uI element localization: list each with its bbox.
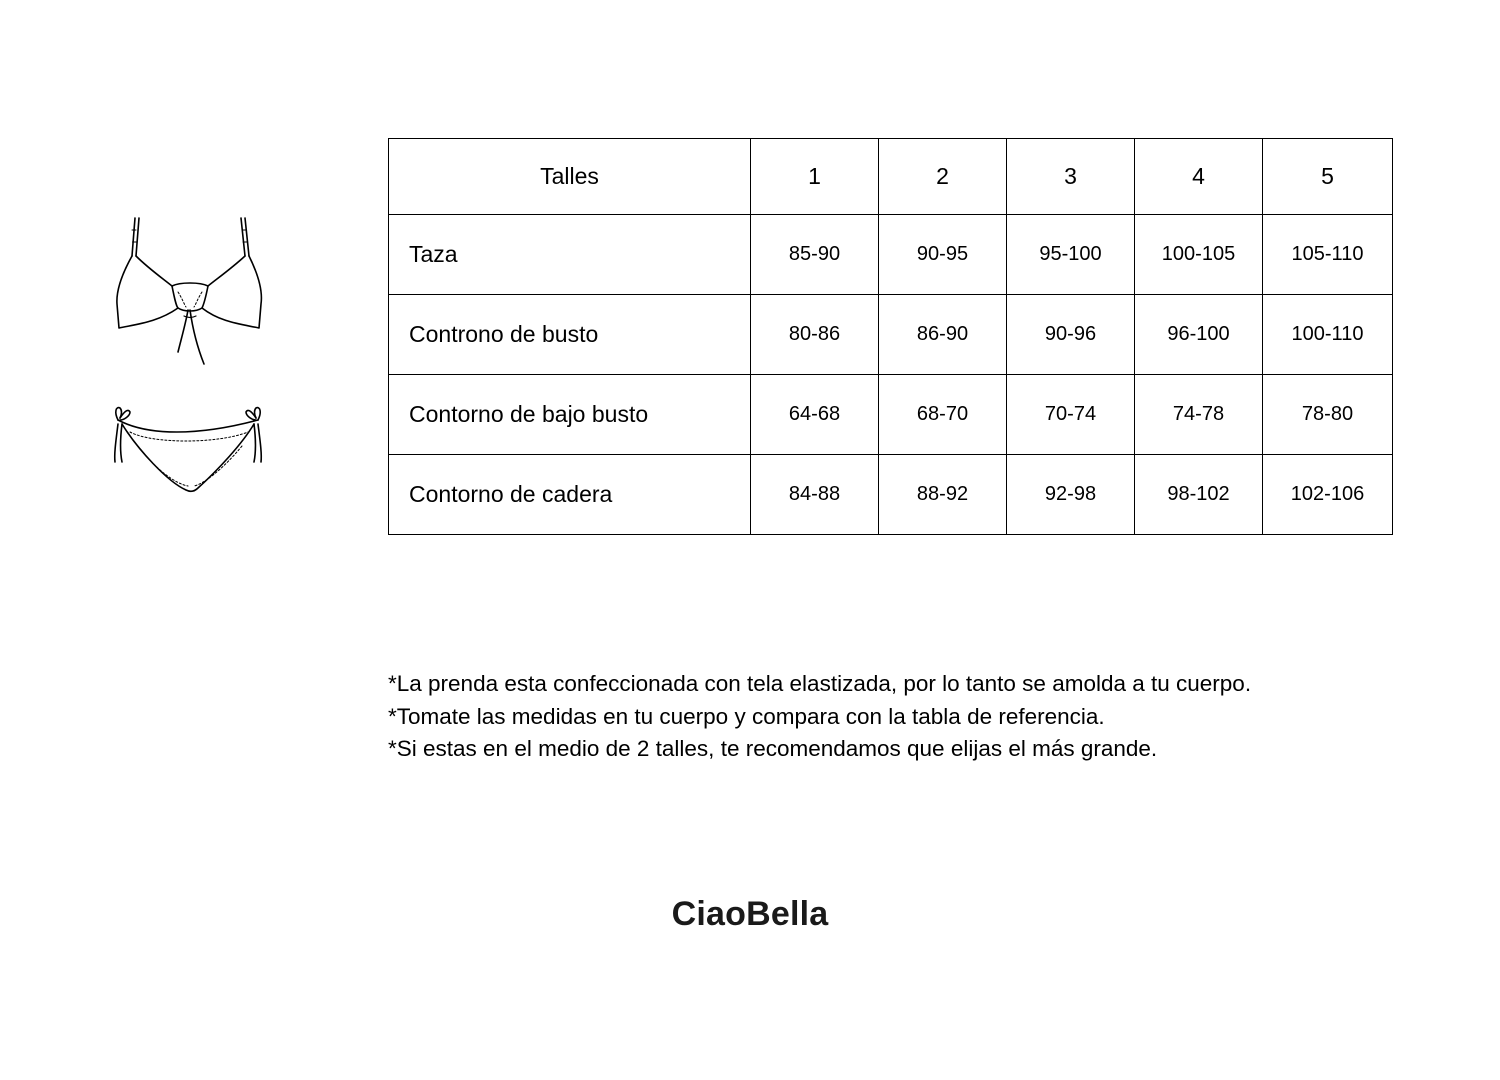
- note-elastic-fabric: *La prenda esta confeccionada con tela elastizada, por lo tanto se amolda a tu cuerpo.: [388, 671, 1252, 696]
- table-cell: 85-90: [751, 215, 879, 295]
- table-cell: 90-95: [879, 215, 1007, 295]
- table-row: [389, 375, 1393, 455]
- size-notes: [388, 668, 1438, 766]
- table-cell: 88-92: [879, 455, 1007, 535]
- row-label-bajo-busto: Contorno de bajo busto: [389, 375, 751, 455]
- header-size-1: 1: [751, 139, 879, 215]
- table-cell: 95-100: [1007, 215, 1135, 295]
- table-cell: 78-80: [1263, 375, 1393, 455]
- row-label-cadera: Contorno de cadera: [389, 455, 751, 535]
- row-label-taza: Taza: [389, 215, 751, 295]
- table-cell: 74-78: [1135, 375, 1263, 455]
- header-size-3: 3: [1007, 139, 1135, 215]
- table-row: [389, 215, 1393, 295]
- table-cell: 105-110: [1263, 215, 1393, 295]
- table-cell: 98-102: [1135, 455, 1263, 535]
- header-size-4: 4: [1135, 139, 1263, 215]
- brand-logo-text: CiaoBella: [671, 895, 829, 933]
- header-size-2: 2: [879, 139, 1007, 215]
- size-chart-table: [388, 138, 1393, 535]
- table-cell: 92-98: [1007, 455, 1135, 535]
- table-cell: 68-70: [879, 375, 1007, 455]
- table-cell: 80-86: [751, 295, 879, 375]
- table-row: [389, 295, 1393, 375]
- table-cell: 96-100: [1135, 295, 1263, 375]
- row-label-contorno-busto: Controno de busto: [389, 295, 751, 375]
- table-cell: 84-88: [751, 455, 879, 535]
- table-row: [389, 455, 1393, 535]
- header-talles: Talles: [389, 139, 751, 215]
- table-header-row: [389, 139, 1393, 215]
- header-size-5: 5: [1263, 139, 1393, 215]
- bikini-top-illustration: [108, 212, 270, 370]
- table-cell: 102-106: [1263, 455, 1393, 535]
- note-choose-larger: *Si estas en el medio de 2 talles, te recomendamos que elijas el más grande.: [388, 736, 1158, 761]
- table-cell: 100-105: [1135, 215, 1263, 295]
- bikini-bottom-illustration: [108, 400, 272, 500]
- note-take-measurements: *Tomate las medidas en tu cuerpo y compara con la tabla de referencia.: [388, 703, 1105, 729]
- table-cell: 70-74: [1007, 375, 1135, 455]
- table-cell: 90-96: [1007, 295, 1135, 375]
- table-cell: 100-110: [1263, 295, 1393, 375]
- table-cell: 64-68: [751, 375, 879, 455]
- table-cell: 86-90: [879, 295, 1007, 375]
